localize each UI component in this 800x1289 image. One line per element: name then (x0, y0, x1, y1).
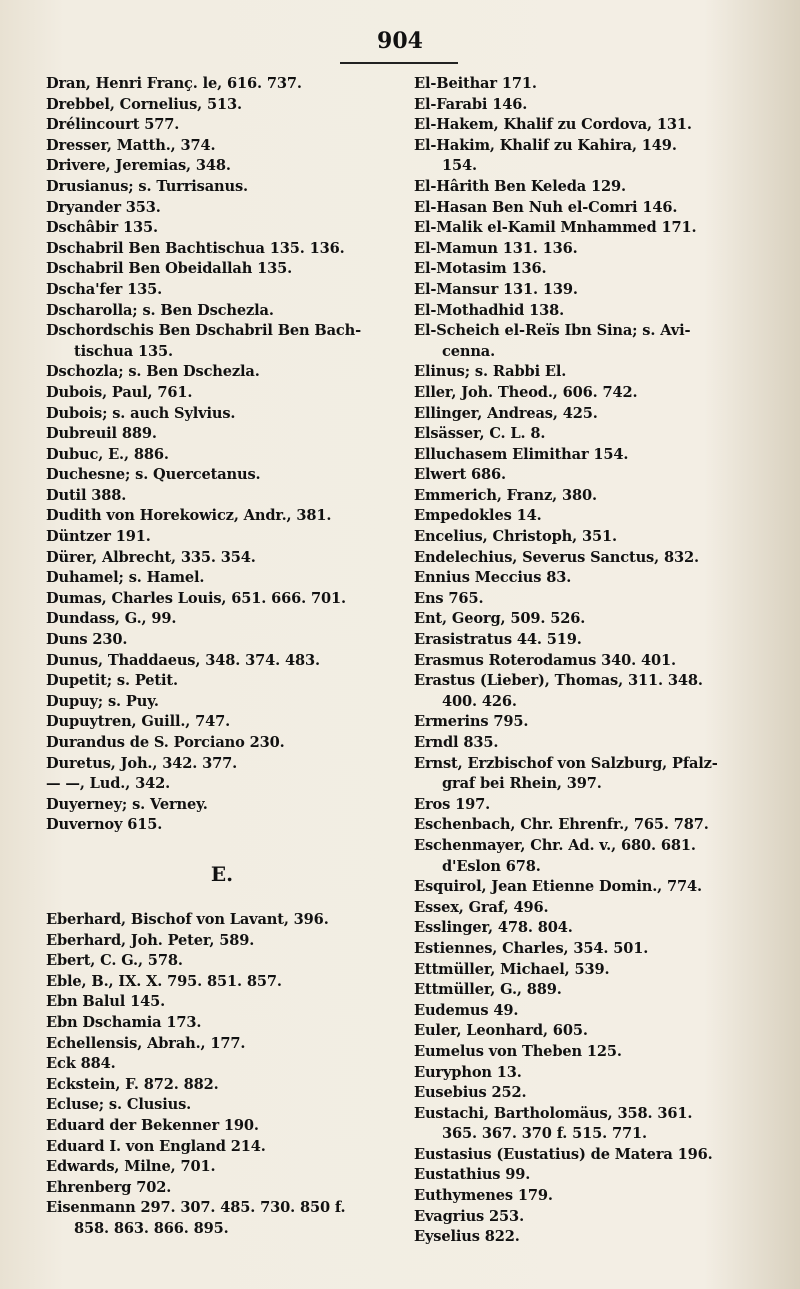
index-entry: El-Hasan Ben Nuh el-Comri 146. (414, 198, 678, 216)
index-entry: Encelius, Christoph, 351. (414, 528, 617, 546)
index-entry: Dschabril Ben Bachtischua 135. 136. (46, 239, 345, 257)
index-entry: Dupuy; s. Puy. (46, 692, 159, 710)
index-entry: El-Beithar 171. (414, 75, 537, 92)
index-entry: Duretus, Joh., 342. 377. (46, 754, 238, 772)
index-entry: Ettmüller, G., 889. (414, 981, 562, 999)
index-entry: Dubois, Paul, 761. (46, 383, 193, 401)
index-entry: Eros 197. (414, 795, 491, 813)
index-entry: El-Hakim, Khalif zu Kahira, 149. (414, 136, 677, 154)
index-entry: El-Hakem, Khalif zu Cordova, 131. (414, 116, 692, 134)
index-entry: Dryander 353. (46, 198, 161, 216)
entries-el (414, 74, 770, 1248)
index-entry: Elsässer, C. L. 8. (414, 425, 546, 443)
index-entry: Eduard I. von England 214. (46, 1137, 266, 1155)
index-entry: Dscha'fer 135. (46, 280, 163, 298)
index-entry: Elinus; s. Rabbi El. (414, 363, 567, 381)
index-entry: Eberhard, Joh. Peter, 589. (46, 931, 255, 949)
index-entry: Düntzer 191. (46, 528, 151, 546)
index-entry: Evagrius 253. (414, 1207, 524, 1225)
index-entry: Eckstein, F. 872. 882. (46, 1075, 219, 1093)
index-entry: Ens 765. (414, 589, 484, 607)
index-entry: El-Mansur 131. 139. (414, 280, 578, 298)
index-entry: Dumas, Charles Louis, 651. 666. 701. (46, 589, 346, 607)
index-entry: Duhamel; s. Hamel. (46, 569, 205, 587)
index-entry: El-Mamun 131. 136. (414, 239, 578, 257)
index-entry: Emmerich, Franz, 380. (414, 486, 597, 504)
index-entry: Endelechius, Severus Sanctus, 832. (414, 548, 699, 566)
index-entry: Ennius Meccius 83. (414, 569, 572, 587)
index-entry: Duchesne; s. Quercetanus. (46, 466, 261, 484)
index-entry: Eustathius 99. (414, 1166, 531, 1184)
index-entry: Ehrenberg 702. (46, 1178, 172, 1196)
index-entry: Dupuytren, Guill., 747. (46, 713, 231, 731)
index-entry: Erasistratus 44. 519. (414, 631, 582, 649)
index-entry: Eisenmann 297. 307. 485. 730. 850 f. (46, 1199, 346, 1217)
index-entry: Ebert, C. G., 578. (46, 952, 183, 970)
left-column (46, 74, 398, 1239)
index-entry: 858. 863. 866. 895. (74, 1219, 229, 1237)
index-entry: Drélincourt 577. (46, 116, 180, 134)
index-entry: Dran, Henri Franç. le, 616. 737. (46, 75, 302, 92)
index-entry: Duns 230. (46, 631, 128, 649)
index-entry: Duvernoy 615. (46, 816, 163, 834)
index-entry: Duyerney; s. Verney. (46, 795, 208, 813)
index-entry: graf bei Rhein, 397. (442, 775, 602, 793)
index-entry: El-Farabi 146. (414, 95, 528, 113)
index-entry: Ent, Georg, 509. 526. (414, 610, 586, 628)
index-entry: Ebn Balul 145. (46, 993, 166, 1011)
page-number: 904 (377, 28, 423, 54)
index-entry: Ettmüller, Michael, 539. (414, 960, 610, 978)
index-entry: Eusebius 252. (414, 1084, 527, 1102)
index-entry: Durandus de S. Porciano 230. (46, 734, 285, 751)
index-entry: Eustasius (Eustatius) de Matera 196. (414, 1145, 713, 1163)
index-entry: Eduard der Bekenner 190. (46, 1116, 259, 1134)
index-entry: Eschenmayer, Chr. Ad. v., 680. 681. (414, 836, 696, 854)
index-entry: Eyselius 822. (414, 1228, 520, 1246)
index-entry: — —, Lud., 342. (46, 775, 171, 793)
index-entry: Dupetit; s. Petit. (46, 672, 178, 690)
index-entry: Erasmus Roterodamus 340. 401. (414, 651, 676, 669)
index-entry: Dscharolla; s. Ben Dschezla. (46, 301, 274, 319)
index-entry: cenna. (442, 342, 496, 360)
index-entry: Elwert 686. (414, 466, 506, 484)
index-entry: Dubois; s. auch Sylvius. (46, 404, 236, 422)
index-entry: d'Eslon 678. (442, 857, 541, 875)
index-entry: Eller, Joh. Theod., 606. 742. (414, 383, 638, 401)
index-entry: Estiennes, Charles, 354. 501. (414, 939, 649, 957)
index-entry: Drivere, Jeremias, 348. (46, 157, 231, 175)
header-rule (340, 62, 458, 64)
index-entry: Dunus, Thaddaeus, 348. 374. 483. (46, 651, 320, 669)
index-entry: Euler, Leonhard, 605. (414, 1022, 588, 1040)
index-entry: El-Scheich el-Reïs Ibn Sina; s. Avi- (414, 322, 691, 340)
index-entry: Drusianus; s. Turrisanus. (46, 177, 248, 195)
index-entry: Dschordschis Ben Dschabril Ben Bach- (46, 322, 361, 340)
index-entry: Esslinger, 478. 804. (414, 919, 573, 937)
index-entry: Dresser, Matth., 374. (46, 136, 216, 154)
index-entry: Dudith von Horekowicz, Andr., 381. (46, 507, 332, 525)
index-entry: Essex, Graf, 496. (414, 898, 549, 916)
index-entry: Ermerins 795. (414, 713, 529, 731)
index-entry: Eck 884. (46, 1055, 116, 1073)
index-entry: Eberhard, Bischof von Lavant, 396. (46, 910, 329, 928)
index-entry: Empedokles 14. (414, 507, 542, 525)
section-letter: E. (210, 861, 234, 886)
index-entry: Echellensis, Abrah., 177. (46, 1034, 246, 1052)
index-entry: Eschenbach, Chr. Ehrenfr., 765. 787. (414, 816, 709, 834)
index-entry: El-Hârith Ben Keleda 129. (414, 177, 626, 195)
index-entry: 365. 367. 370 f. 515. 771. (442, 1125, 647, 1143)
index-entry: Dutil 388. (46, 486, 127, 504)
index-entry: Eumelus von Theben 125. (414, 1042, 622, 1060)
index-entry: Edwards, Milne, 701. (46, 1158, 216, 1176)
right-column (414, 74, 770, 1248)
index-entry: Ebn Dschamia 173. (46, 1013, 202, 1031)
index-entry: Ernst, Erzbischof von Salzburg, Pfalz- (414, 754, 718, 772)
index-entry: Esquirol, Jean Etienne Domin., 774. (414, 878, 702, 896)
index-entry: Dürer, Albrecht, 335. 354. (46, 548, 256, 566)
index-entry: Dubreuil 889. (46, 425, 157, 443)
index-entry: Dundass, G., 99. (46, 610, 177, 628)
index-entry: Eudemus 49. (414, 1001, 519, 1019)
index-entry: Euthymenes 179. (414, 1187, 553, 1205)
entries-e (46, 910, 398, 1240)
index-entry: Dschâbir 135. (46, 219, 158, 237)
index-entry: 400. 426. (442, 692, 517, 710)
index-entry: Eustachi, Bartholomäus, 358. 361. (414, 1104, 693, 1122)
index-entry: Eble, B., IX. X. 795. 851. 857. (46, 972, 282, 990)
index-entry: 154. (442, 157, 477, 175)
index-entry: Euryphon 13. (414, 1063, 522, 1081)
index-entry: Elluchasem Elimithar 154. (414, 445, 629, 463)
index-entry: Dubuc, E., 886. (46, 445, 169, 463)
index-entry: tischua 135. (74, 342, 173, 360)
index-entry: El-Motasim 136. (414, 260, 547, 278)
index-entry: El-Mothadhid 138. (414, 301, 565, 319)
index-entry: Erastus (Lieber), Thomas, 311. 348. (414, 672, 703, 690)
index-entry: Ecluse; s. Clusius. (46, 1096, 192, 1114)
index-entry: Erndl 835. (414, 734, 499, 751)
index-entry: Ellinger, Andreas, 425. (414, 404, 598, 422)
index-entry: Dschozla; s. Ben Dschezla. (46, 363, 260, 381)
index-entry: El-Malik el-Kamil Mnhammed 171. (414, 219, 697, 237)
index-entry: Drebbel, Cornelius, 513. (46, 95, 242, 113)
index-entry: Dschabril Ben Obeidallah 135. (46, 260, 293, 278)
entries-d (46, 74, 398, 836)
